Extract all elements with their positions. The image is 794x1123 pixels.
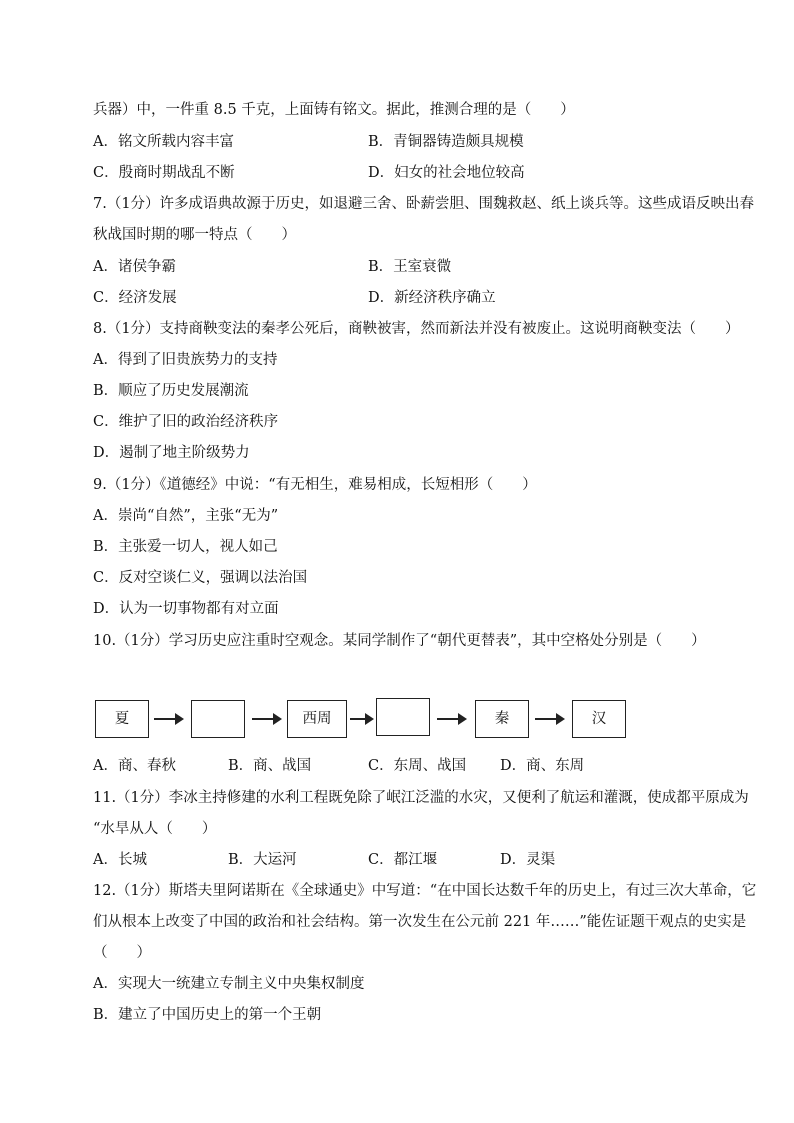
arrow-icon [535,718,563,720]
q11-option-b[interactable]: B．大运河 [228,852,297,868]
q11-option-a[interactable]: A．长城 [93,852,147,868]
q7-option-d[interactable]: D．新经济秩序确立 [368,290,496,306]
q6-option-c[interactable]: C．殷商时期战乱不断 [93,165,235,181]
question-6-text-continued: 兵器）中，一件重 8.5 千克，上面铸有铭文。据此，推测合理的是（ ） [93,102,575,118]
question-8-stem: 8.（1分）支持商鞅变法的秦孝公死后，商鞅被害，然而新法并没有被废止。这说明商鞅变法（ ） [93,321,740,337]
q10-option-a[interactable]: A．商、春秋 [93,758,176,774]
dynasty-box-xia: 夏 [95,700,149,738]
dynasty-box-blank-1 [191,700,245,738]
q9-option-a[interactable]: A．崇尚“自然”，主张“无为” [93,508,279,524]
question-9-stem: 9.（1分）《道德经》中说：“有无相生，难易相成，长短相形（ ） [93,477,537,493]
question-7-stem-line2: 秋战国时期的哪一特点（ ） [93,227,296,243]
question-11-stem-line2: “水旱从人（ ） [93,821,217,837]
q7-option-b[interactable]: B．王室衰微 [368,259,452,275]
q12-option-b[interactable]: B．建立了中国历史上的第一个王朝 [93,1007,322,1023]
dynasty-box-blank-2 [376,698,430,736]
arrow-icon [252,718,280,720]
q7-option-a[interactable]: A．诸侯争霸 [93,259,176,275]
arrow-icon [154,718,182,720]
question-7-stem: 7.（1分）许多成语典故源于历史，如退避三舍、卧薪尝胆、围魏救赵、纸上谈兵等。这些成语反映出春 [93,196,755,212]
q8-option-c[interactable]: C．维护了旧的政治经济秩序 [93,414,279,430]
q10-option-b[interactable]: B．商、战国 [228,758,312,774]
q7-option-c[interactable]: C．经济发展 [93,290,177,306]
q9-option-d[interactable]: D．认为一切事物都有对立面 [93,601,279,617]
q6-option-b[interactable]: B．青铜器铸造颇具规模 [368,134,524,150]
q11-option-c[interactable]: C．都江堰 [368,852,438,868]
dynasty-box-han: 汉 [572,700,626,738]
q6-option-a[interactable]: A．铭文所载内容丰富 [93,134,234,150]
dynasty-box-western-zhou: 西周 [287,700,347,738]
q12-option-a[interactable]: A．实现大一统建立专制主义中央集权制度 [93,976,365,992]
q9-option-b[interactable]: B．主张爱一切人，视人如己 [93,539,278,555]
q10-option-c[interactable]: C．东周、战国 [368,758,467,774]
question-10-stem: 10.（1分）学习历史应注重时空观念。某同学制作了“朝代更替表”，其中空格处分别是（ ） [93,633,706,649]
q8-option-d[interactable]: D．遏制了地主阶级势力 [93,445,250,461]
q11-option-d[interactable]: D．灵渠 [500,852,556,868]
dynasty-box-qin: 秦 [475,700,529,738]
q10-option-d[interactable]: D．商、东周 [500,758,585,774]
q6-option-d[interactable]: D．妇女的社会地位较高 [368,165,525,181]
question-11-stem: 11.（1分）李冰主持修建的水利工程既免除了岷江泛滥的水灾，又便利了航运和灌溉，使成都平原成为 [93,790,749,806]
question-12-stem-line2: 们从根本上改变了中国的政治和社会结构。第一次发生在公元前 221 年……”能佐证题干观点的史实是 [93,914,747,930]
q9-option-c[interactable]: C．反对空谈仁义，强调以法治国 [93,570,308,586]
arrow-icon [350,718,372,720]
question-12-stem: 12.（1分）斯塔夫里阿诺斯在《全球通史》中写道：“在中国长达数千年的历史上，有过三次大革命，它 [93,883,757,899]
q8-option-a[interactable]: A．得到了旧贵族势力的支持 [93,352,278,368]
q8-option-b[interactable]: B．顺应了历史发展潮流 [93,383,249,399]
arrow-icon [437,718,465,720]
question-12-stem-line3: （ ） [93,945,151,961]
